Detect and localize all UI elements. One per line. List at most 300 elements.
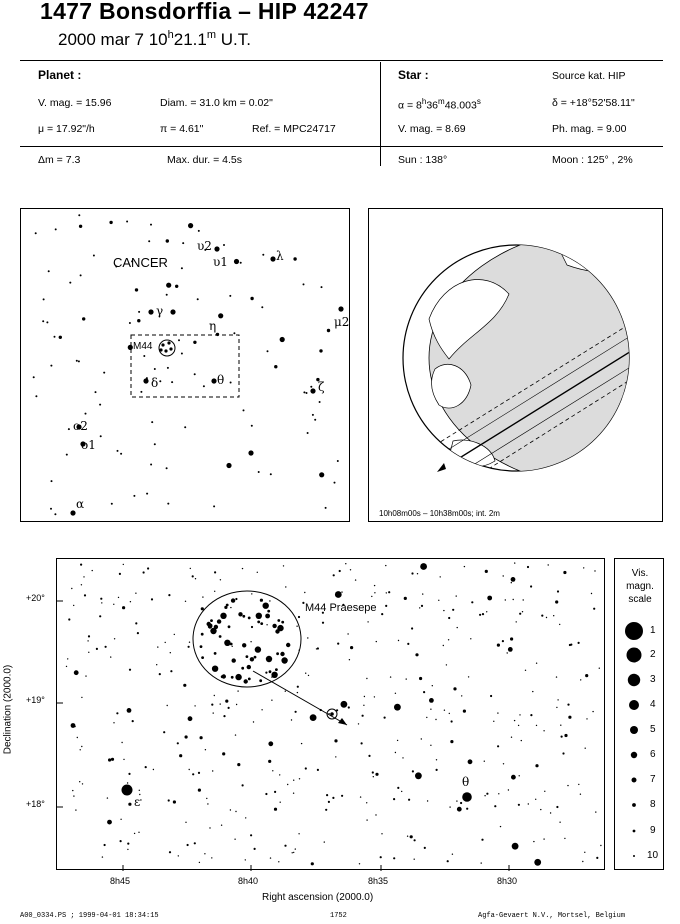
field-star: [593, 608, 595, 610]
field-star: [326, 794, 328, 796]
cluster-star: [212, 666, 218, 672]
cluster-star: [266, 656, 272, 662]
field-star: [376, 641, 377, 642]
field-star: [341, 795, 343, 797]
finder-star: [43, 298, 45, 300]
field-star: [73, 795, 74, 796]
field-star: [557, 699, 558, 700]
field-star: [412, 770, 414, 772]
field-star: [245, 859, 246, 860]
cluster-star: [254, 656, 257, 659]
field-star: [232, 646, 233, 647]
field-star: [187, 844, 189, 846]
finder-star: [55, 228, 57, 230]
legend-mag: 8: [650, 799, 656, 810]
legend-mag: 10: [647, 850, 659, 861]
field-star: [268, 741, 273, 746]
field-star: [192, 575, 194, 577]
field-star: [204, 853, 205, 854]
field-star: [393, 798, 395, 800]
finder-star: [133, 495, 135, 497]
field-star: [194, 842, 196, 844]
field-star: [122, 606, 125, 609]
field-star: [525, 670, 526, 671]
legend-mag: 2: [650, 649, 656, 660]
magnitude-legend: [614, 558, 664, 870]
field-star: [347, 633, 348, 634]
field-star: [265, 614, 270, 619]
field-star: [510, 637, 513, 640]
field-star: [66, 666, 67, 667]
field-star: [424, 847, 426, 849]
field-star: [415, 653, 418, 656]
field-star: [308, 675, 309, 676]
cluster-star: [250, 657, 254, 661]
cluster-star: [248, 678, 251, 681]
finder-star: [48, 270, 50, 272]
field-star: [234, 839, 235, 840]
field-star: [195, 578, 196, 579]
theta-star: [462, 792, 472, 802]
field-star: [375, 773, 378, 776]
field-star: [221, 825, 222, 826]
field-star: [291, 719, 292, 720]
field-star: [250, 834, 252, 836]
finder-star: [267, 350, 269, 352]
field-star: [67, 658, 68, 659]
legend-mag: 5: [650, 724, 656, 735]
m44-member: [167, 341, 170, 344]
star-vmag: V. mag. = 8.69: [398, 123, 466, 135]
field-star: [415, 772, 422, 779]
finder-chart: [21, 209, 351, 523]
finder-star: [310, 386, 312, 388]
field-star: [120, 840, 122, 842]
field-star: [189, 769, 190, 770]
m44-member: [161, 343, 164, 346]
field-star: [511, 737, 512, 738]
cluster-star: [238, 612, 242, 616]
finder-star: [181, 353, 183, 355]
field-star: [274, 791, 276, 793]
field-star: [580, 679, 581, 680]
y-tick-label: +19°: [26, 695, 45, 705]
finder-bright-star: [270, 256, 275, 261]
field-star: [456, 800, 457, 801]
finder-star: [35, 395, 37, 397]
cluster-star: [241, 667, 244, 670]
field-star: [395, 752, 396, 753]
field-star: [479, 614, 481, 616]
planet-motion: μ = 17.92"/h: [38, 123, 95, 135]
cluster-star: [259, 679, 262, 682]
planet-reference: Ref. = MPC24717: [252, 123, 336, 135]
finder-star: [79, 225, 82, 228]
finder-star: [51, 480, 53, 482]
field-star: [570, 644, 572, 646]
field-star: [534, 859, 541, 866]
field-star: [105, 646, 107, 648]
field-star: [245, 817, 246, 818]
field-star: [583, 567, 584, 568]
finder-star: [78, 360, 80, 362]
star-declination: δ = +18°52'58.11": [552, 97, 635, 109]
field-star: [503, 763, 504, 764]
field-star: [388, 591, 390, 593]
field-star: [268, 760, 271, 763]
field-star: [411, 627, 413, 629]
finder-bright-star: [211, 378, 216, 383]
field-star: [453, 687, 456, 690]
finder-star: [234, 259, 239, 264]
field-star: [116, 712, 118, 714]
field-star: [251, 626, 253, 628]
cluster-label: M44: [133, 341, 153, 352]
field-star: [457, 807, 462, 812]
cluster-star: [201, 656, 204, 659]
finder-star: [233, 332, 235, 334]
field-star: [364, 696, 365, 697]
field-star: [466, 808, 468, 810]
field-star: [298, 833, 299, 834]
finder-star: [262, 254, 264, 256]
field-star: [430, 745, 431, 746]
cluster-star: [244, 679, 248, 683]
finder-star: [258, 471, 260, 473]
field-star: [518, 804, 520, 806]
field-star: [295, 848, 296, 849]
field-star: [557, 590, 559, 592]
globe-map: [369, 209, 664, 523]
field-star: [81, 584, 82, 585]
field-star: [137, 632, 139, 634]
field-star: [113, 722, 114, 723]
field-star: [408, 799, 410, 801]
field-star: [543, 730, 544, 731]
field-star: [99, 615, 101, 617]
field-star: [317, 647, 319, 649]
field-star: [394, 704, 401, 711]
field-star: [257, 572, 258, 573]
field-star: [498, 793, 499, 794]
finder-star: [135, 288, 138, 291]
field-star: [419, 607, 420, 608]
field-star: [586, 718, 587, 719]
field-star: [266, 624, 267, 625]
field-star: [380, 856, 382, 858]
field-star: [92, 570, 93, 571]
finder-star: [325, 507, 327, 509]
finder-star: [166, 467, 168, 469]
field-star: [293, 780, 294, 781]
finder-star: [100, 435, 102, 437]
finder-star: [66, 454, 68, 456]
finder-star: [80, 274, 82, 276]
star-label-delta: δ: [151, 376, 159, 390]
finder-star: [321, 286, 323, 288]
field-star: [452, 854, 453, 855]
field-star: [414, 859, 415, 860]
field-star: [250, 641, 251, 642]
field-star: [580, 794, 581, 795]
cluster-star: [222, 674, 226, 678]
field-star: [348, 706, 350, 708]
field-star: [305, 767, 307, 769]
field-star: [360, 796, 361, 797]
page-title: 1477 Bonsdorffia – HIP 42247: [40, 0, 369, 24]
field-star: [585, 674, 588, 677]
star-label-eta: η: [209, 319, 217, 333]
finder-star: [213, 505, 215, 507]
field-star: [362, 715, 364, 717]
legend-mag: 6: [650, 749, 656, 760]
field-star: [80, 749, 81, 750]
finder-star: [99, 404, 101, 406]
finder-star: [303, 283, 305, 285]
field-star: [548, 564, 549, 565]
finder-bright-star: [70, 510, 75, 515]
field-star: [407, 643, 409, 645]
field-star: [335, 591, 342, 598]
finder-star: [194, 373, 196, 375]
field-star: [470, 638, 471, 639]
field-star: [207, 803, 208, 804]
field-star: [228, 707, 230, 709]
finder-star: [167, 367, 169, 369]
field-star: [341, 591, 342, 592]
field-star: [293, 793, 294, 794]
cluster-star: [210, 628, 216, 634]
field-star: [81, 697, 82, 698]
field-star: [214, 695, 215, 696]
field-star: [211, 704, 213, 706]
cluster-star: [248, 617, 251, 620]
finder-star: [166, 283, 171, 288]
cluster-star: [267, 610, 270, 613]
field-star: [310, 714, 317, 721]
finder-star: [85, 413, 87, 415]
cluster-star: [271, 672, 277, 678]
field-star: [457, 627, 458, 628]
finder-star: [230, 382, 232, 384]
finder-star: [54, 513, 56, 515]
field-star: [307, 637, 308, 638]
cluster-star: [217, 619, 221, 623]
cluster-star: [210, 619, 213, 622]
field-star: [251, 593, 252, 594]
finder-star: [93, 255, 95, 257]
cluster-star: [224, 640, 230, 646]
finder-star: [50, 365, 52, 367]
field-star: [168, 594, 170, 596]
field-star: [497, 745, 499, 747]
field-star: [189, 642, 190, 643]
field-star: [386, 592, 387, 593]
finder-star: [150, 224, 152, 226]
field-star: [559, 624, 560, 625]
finder-bright-star: [148, 309, 153, 314]
field-star: [322, 622, 324, 624]
field-star: [107, 797, 108, 798]
field-star: [77, 737, 78, 738]
field-star: [272, 770, 273, 771]
field-star: [261, 709, 262, 710]
field-star: [132, 720, 134, 722]
finder-star: [78, 214, 80, 216]
field-star: [334, 739, 337, 742]
field-star: [138, 832, 139, 833]
field-star: [147, 567, 149, 569]
field-star: [421, 605, 423, 607]
field-star: [140, 799, 141, 800]
field-star: [516, 621, 517, 622]
finder-star: [129, 322, 131, 324]
field-star: [560, 725, 561, 726]
globe-caption: 10h08m00s – 10h38m00s; int. 2m: [379, 509, 500, 518]
finder-star: [240, 262, 242, 264]
field-star: [585, 748, 586, 749]
field-star: [220, 579, 221, 580]
field-star: [511, 775, 516, 780]
field-star: [299, 778, 300, 779]
field-star: [544, 791, 545, 792]
cluster-star: [235, 674, 241, 680]
field-star: [130, 601, 131, 602]
field-star: [220, 703, 221, 704]
field-star: [205, 749, 206, 750]
field-star: [371, 596, 372, 597]
field-star: [71, 588, 72, 589]
cluster-star: [231, 676, 234, 679]
finder-star: [42, 320, 44, 322]
star-heading: Star :: [398, 68, 429, 82]
field-star: [199, 862, 200, 863]
legend-mag: 1: [650, 625, 656, 636]
field-star: [429, 698, 434, 703]
star-source-catalog: Source kat. HIP: [552, 70, 626, 82]
finder-bright-star: [170, 309, 175, 314]
finder-star: [140, 391, 142, 393]
field-star: [355, 579, 356, 580]
field-star: [214, 591, 215, 592]
planet-parallax: π = 4.61": [160, 123, 204, 135]
field-star: [527, 566, 529, 568]
star-label-upsilon2: υ2: [197, 239, 212, 253]
field-star: [471, 601, 473, 603]
field-star: [432, 685, 433, 686]
field-star: [519, 714, 520, 715]
legend-mag: 4: [650, 699, 656, 710]
field-star: [449, 713, 450, 714]
field-star: [209, 827, 210, 828]
star-label-o1: o1: [81, 438, 96, 452]
field-star: [592, 711, 593, 712]
field-star: [88, 652, 89, 653]
magnitude-drop: Δm = 7.3: [38, 154, 81, 166]
field-star: [285, 691, 286, 692]
field-star: [361, 742, 363, 744]
field-star: [533, 841, 534, 842]
field-star: [448, 639, 449, 640]
field-star: [594, 570, 595, 571]
field-star: [328, 801, 330, 803]
field-star: [401, 791, 402, 792]
cluster-star: [201, 633, 204, 636]
finder-star: [120, 453, 122, 455]
planet-heading: Planet :: [38, 68, 82, 82]
field-star: [135, 593, 136, 594]
field-star: [235, 734, 236, 735]
cluster-star: [257, 621, 260, 624]
finder-star: [250, 297, 253, 300]
finder-star: [59, 336, 62, 339]
field-star: [596, 857, 598, 859]
field-star: [450, 740, 453, 743]
finder-star: [280, 337, 285, 342]
finder-stars: [33, 214, 344, 515]
finder-star: [126, 221, 128, 223]
field-star: [84, 594, 86, 596]
field-star: [349, 659, 350, 660]
finder-star: [76, 360, 78, 362]
field-star: [168, 799, 170, 801]
field-star: [395, 693, 396, 694]
max-duration: Max. dur. = 4.5s: [167, 154, 242, 166]
axis-ticks: [57, 601, 509, 871]
field-star: [519, 775, 520, 776]
field-star: [85, 675, 86, 676]
field-star: [127, 782, 128, 783]
field-star: [411, 572, 413, 574]
field-star: [407, 836, 408, 837]
field-star: [420, 563, 427, 570]
field-star: [135, 622, 137, 624]
finder-star: [82, 317, 85, 320]
field-star: [198, 772, 200, 774]
star-label-zeta: ζ: [318, 380, 325, 394]
field-star: [562, 752, 564, 754]
cluster-star: [231, 598, 235, 602]
finder-bright-star: [248, 450, 253, 455]
finder-star: [175, 285, 178, 288]
field-star: [436, 759, 437, 760]
field-star: [461, 695, 462, 696]
field-star: [79, 781, 80, 782]
field-star: [522, 611, 523, 612]
finder-star: [223, 244, 225, 246]
star-phmag: Ph. mag. = 9.00: [552, 123, 627, 135]
finder-star: [312, 414, 314, 416]
field-star: [595, 811, 596, 812]
field-star: [535, 799, 536, 800]
field-star: [123, 759, 124, 760]
cluster-star: [275, 629, 279, 633]
finder-star: [171, 381, 173, 383]
field-star: [556, 707, 557, 708]
field-star: [446, 664, 447, 665]
field-star: [159, 673, 161, 675]
field-star: [486, 611, 487, 612]
cluster-star: [275, 668, 278, 671]
field-star: [508, 789, 509, 790]
field-star: [451, 720, 453, 722]
field-star: [101, 602, 102, 603]
x-tick-label: 8h45: [110, 876, 131, 886]
field-star: [297, 692, 298, 693]
field-star: [279, 774, 280, 775]
finder-star: [243, 409, 245, 411]
finder-star: [203, 385, 205, 387]
